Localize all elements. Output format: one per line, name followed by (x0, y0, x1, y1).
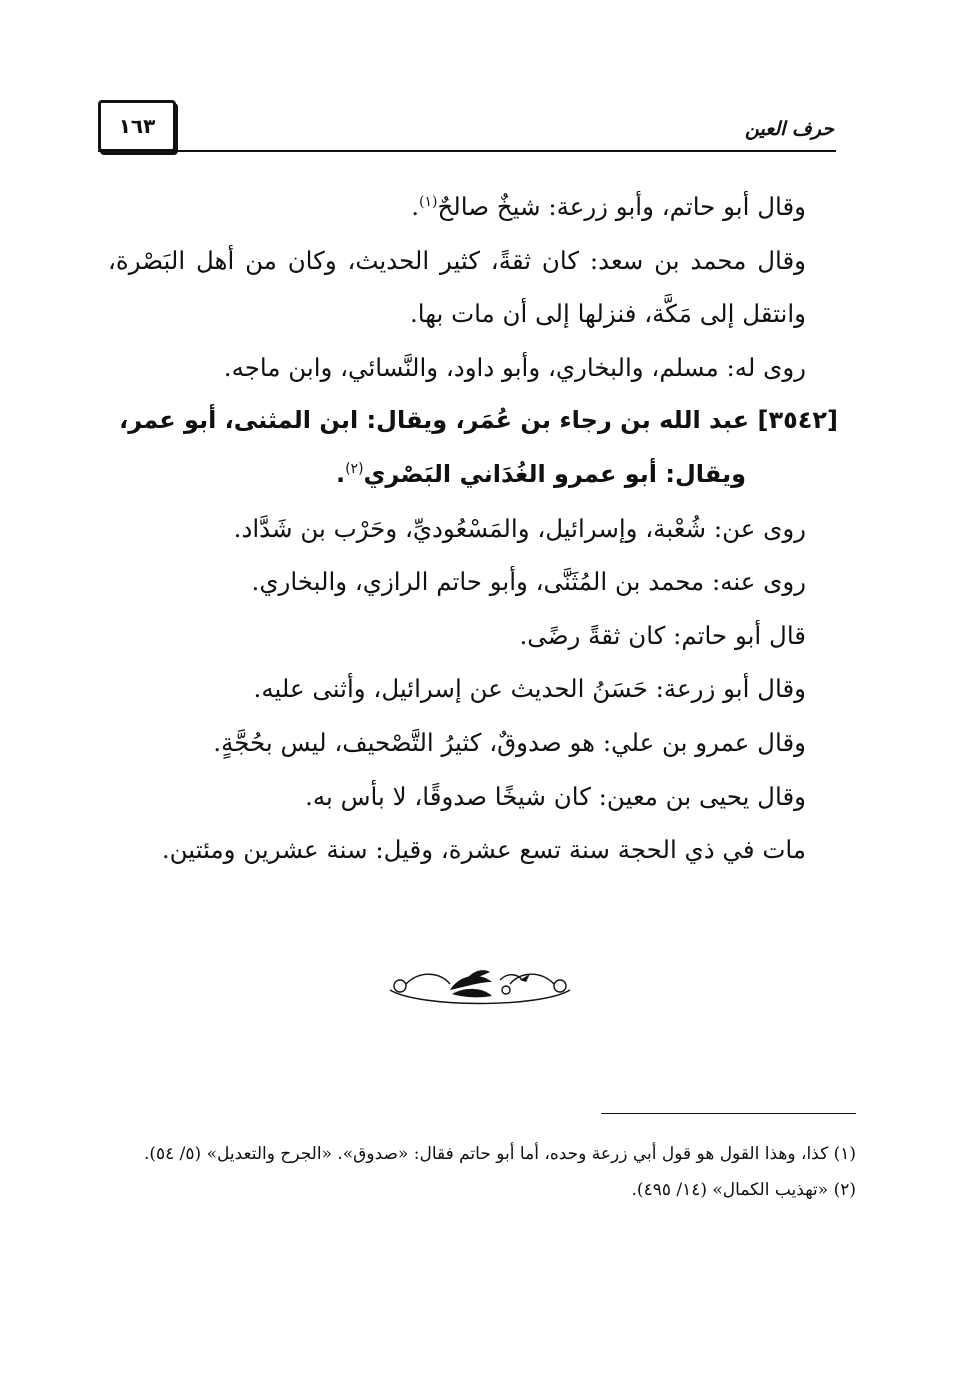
paragraph: روى له: مسلم، والبخاري، وأبو داود، والنَّسائي، وابن ماجه. (223, 352, 806, 382)
entry-heading (108, 394, 838, 501)
footnote: (١) كذا، وهذا القول هو قول أبي زرعة وحده، أما أبو حاتم فقال: «صدوق». «الجرح والتعديل» (٥/ ٥٤). (143, 1144, 856, 1164)
header-rule (98, 150, 836, 152)
main-text (108, 180, 838, 877)
footnote-ref: (١) (419, 193, 438, 210)
text: . (335, 459, 346, 488)
footnote-rule (601, 1113, 856, 1114)
text: وقال أبو حاتم، وأبو زرعة: شيخٌ صالحٌ (437, 192, 806, 221)
text: ويقال: أبو عمرو الغُدَاني البَصْري (363, 459, 746, 488)
paragraph: قال أبو حاتم: كان ثقةً رضًى. (519, 620, 806, 650)
paragraph: روى عن: شُعْبة، وإسرائيل، والمَسْعُوديِّ، وحَرْب بن شَدَّاد. (233, 513, 806, 543)
entry-heading-line (108, 448, 838, 502)
paragraph: وقال يحيى بن معين: كان شيخًا صدوقًا، لا بأس به. (305, 781, 806, 811)
footnote: (٢) «تهذيب الكمال» (١٤/ ٤٩٥). (631, 1180, 856, 1200)
paragraph: مات في ذي الحجة سنة تسع عشرة، وقيل: سنة عشرين ومئتين. (161, 835, 806, 865)
page-number: ١٦٣ (98, 100, 176, 152)
paragraph: وقال عمرو بن علي: هو صدوقٌ، كثيرُ التَّصْحيف، ليس بحُجَّةٍ. (213, 727, 806, 757)
footnote-ref: (٢) (345, 460, 364, 477)
text: . (411, 192, 419, 221)
paragraph: وقال أبو زرعة: حَسَنُ الحديث عن إسرائيل، وأثنى عليه. (253, 674, 806, 704)
running-head: حرف العين (745, 118, 834, 140)
entry-heading-line: [٣٥٤٢] عبد الله بن رجاء بن عُمَر، ويقال: ابن المثنى، أبو عمر، (119, 406, 838, 435)
paragraph: روى عنه: محمد بن المُثَنَّى، وأبو حاتم الرازي، والبخاري. (251, 567, 806, 597)
floral-divider-icon (380, 960, 580, 1010)
paragraph (108, 180, 838, 234)
paragraph: وقال محمد بن سعد: كان ثقةً، كثير الحديث، وكان من أهل البَصْرة، وانتقل إلى مَكَّة، فنزلها إلى أن مات بها. (108, 245, 806, 329)
footnotes (104, 1136, 856, 1208)
